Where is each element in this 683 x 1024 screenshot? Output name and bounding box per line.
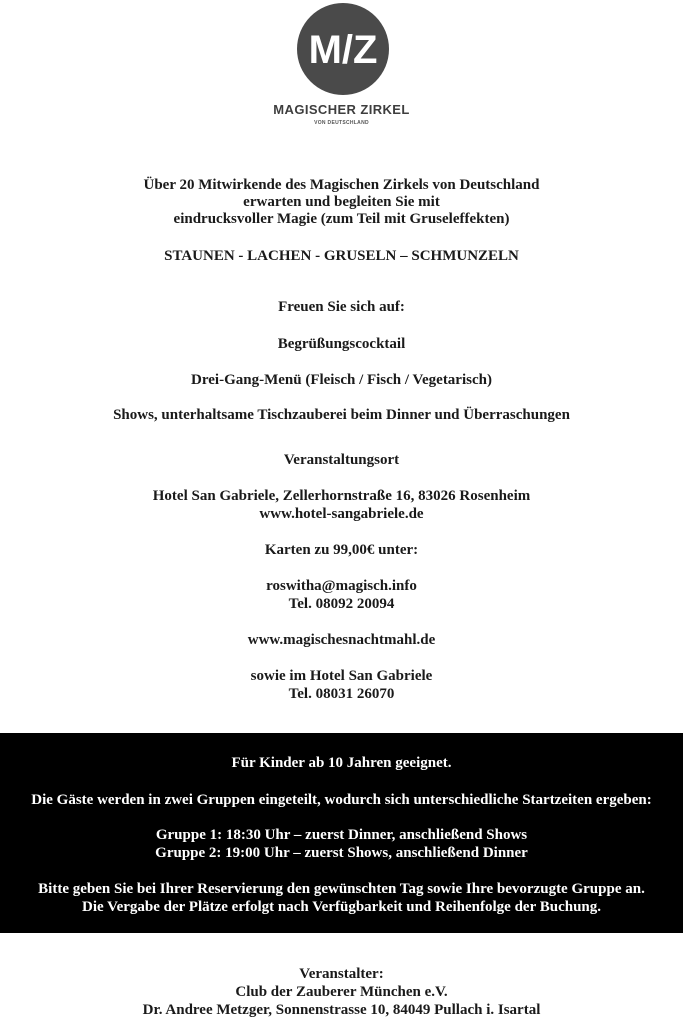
intro-line-2: erwarten und begleiten Sie mit	[243, 194, 440, 210]
organizer-label: Veranstalter:	[299, 966, 384, 982]
tickets-phone-2: Tel. 08031 26070	[288, 686, 395, 702]
highlight-cocktail: Begrüßungscocktail	[277, 336, 406, 352]
info-note-2: Die Vergabe der Plätze erfolgt nach Verfügbarkeit und Reihenfolge der Buchung.	[81, 899, 602, 915]
tickets-website-link[interactable]: www.magischesnachtmahl.de	[247, 632, 436, 648]
organizer-contact: Dr. Andree Metzger, Sonnenstrasse 10, 84049 Pullach i. Isartal	[142, 1002, 541, 1018]
logo-letters: M/Z	[308, 28, 378, 72]
tickets-email-link[interactable]: roswitha@magisch.info	[266, 578, 417, 594]
highlights-heading: Freuen Sie sich auf:	[278, 299, 405, 315]
info-group-2: Gruppe 2: 19:00 Uhr – zuerst Shows, anschließend Dinner	[155, 845, 528, 861]
logo-subtitle: VON DEUTSCHLAND	[314, 120, 369, 126]
info-age: Für Kinder ab 10 Jahren geeignet.	[231, 755, 452, 771]
venue-address: Hotel San Gabriele, Zellerhornstraße 16, 83026 Rosenheim	[152, 488, 531, 504]
logo	[0, 0, 683, 135]
intro-line-3: eindrucksvoller Magie (zum Teil mit Gruseleffekten)	[173, 211, 510, 227]
tickets-phone-1: Tel. 08092 20094	[288, 596, 395, 612]
venue-heading: Veranstaltungsort	[283, 452, 400, 468]
logo-emblem	[297, 3, 389, 95]
info-note-1: Bitte geben Sie bei Ihrer Reservierung den gewünschten Tag sowie Ihre bevorzugte Gruppe an.	[38, 881, 645, 897]
venue-website-link[interactable]: www.hotel-sangabriele.de	[259, 506, 424, 522]
magic-circle-logo-icon	[297, 3, 389, 95]
info-box	[0, 733, 683, 933]
tickets-hotel: sowie im Hotel San Gabriele	[250, 668, 433, 684]
highlight-shows: Shows, unterhaltsame Tischzauberei beim Dinner und Überraschungen	[113, 407, 570, 423]
tickets-heading: Karten zu 99,00€ unter:	[264, 542, 419, 558]
motto: STAUNEN - LACHEN - GRUSELN – SCHMUNZELN	[164, 248, 519, 264]
organizer-club: Club der Zauberer München e.V.	[235, 984, 448, 1000]
logo-name: MAGISCHER ZIRKEL	[273, 102, 410, 117]
highlight-menu: Drei-Gang-Menü (Fleisch / Fisch / Vegetarisch)	[191, 372, 492, 388]
info-groups-intro: Die Gäste werden in zwei Gruppen eingeteilt, wodurch sich unterschiedliche Startzeiten ergeben:	[31, 792, 652, 808]
intro-line-1: Über 20 Mitwirkende des Magischen Zirkels von Deutschland	[143, 177, 540, 193]
info-group-1: Gruppe 1: 18:30 Uhr – zuerst Dinner, anschließend Shows	[155, 827, 528, 843]
